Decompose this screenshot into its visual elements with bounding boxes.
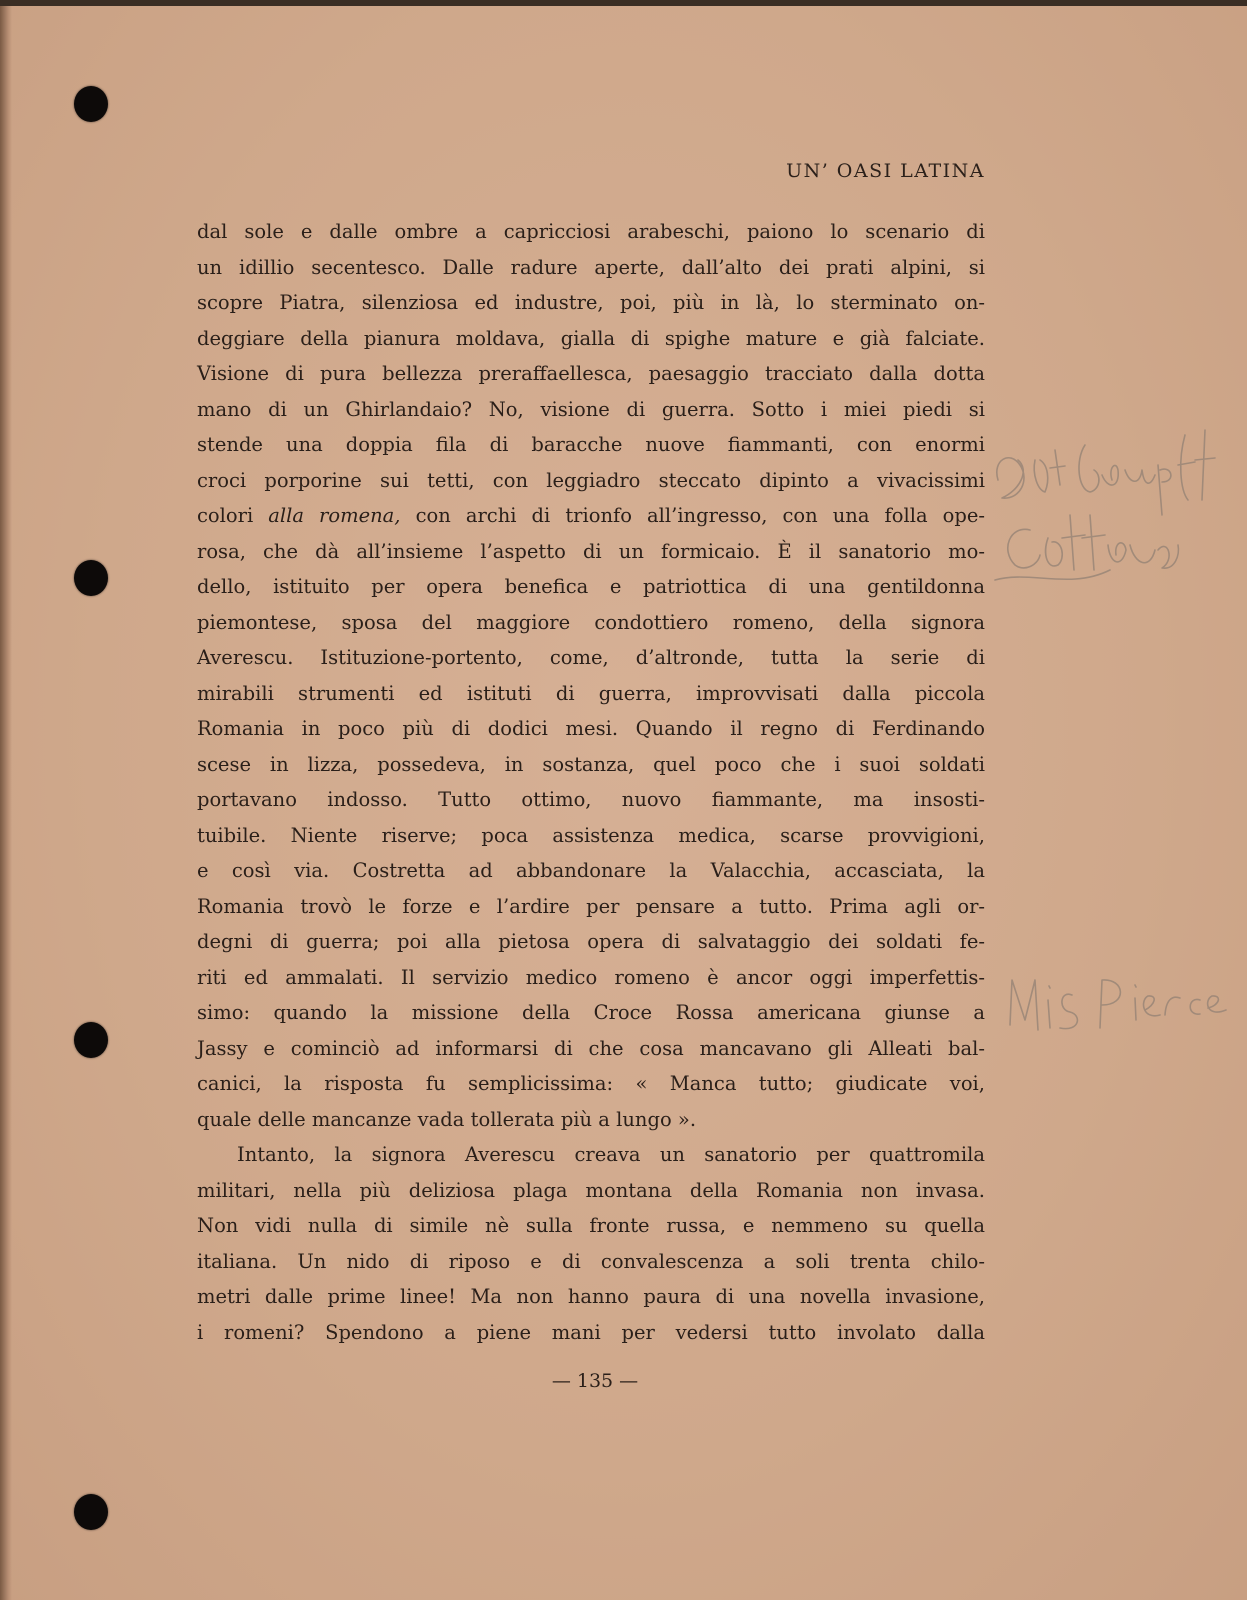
text-line: canici, la risposta fu semplicissima: « Manca tutto; giudicate voi, bbox=[197, 1072, 985, 1095]
page-number: — 135 — bbox=[551, 1370, 639, 1392]
text-run: con archi di trionfo all’ingresso, con una folla ope- bbox=[400, 504, 985, 527]
page-left-edge bbox=[0, 6, 12, 1600]
text-line: Averescu. Istituzione-portento, come, d’altronde, tutta la serie di bbox=[197, 646, 985, 669]
text-line: scese in lizza, possedeva, in sostanza, quel poco che i suoi soldati bbox=[197, 752, 985, 776]
text-line: rosa, che dà all’insieme l’aspetto di un formicaio. È il sanatorio mo- bbox=[197, 539, 985, 563]
paragraph-line: i romeni? Spendono a piene mani per vedersi tutto involato dalla bbox=[197, 1320, 985, 1344]
text-line: mirabili strumenti ed istituti di guerra, improvvisati dalla piccola bbox=[197, 681, 985, 705]
text-line: Romania in poco più di dodici mesi. Quando il regno di Ferdinando bbox=[197, 717, 985, 740]
text-line: Visione di pura bellezza preraffaellesca, paesaggio tracciato dalla dotta bbox=[197, 362, 985, 385]
text-line: simo: quando la missione della Croce Rossa americana giunse a bbox=[197, 1001, 985, 1024]
binder-hole bbox=[74, 1022, 108, 1058]
text-line: un idillio secentesco. Dalle radure aperte, dall’alto dei prati alpini, si bbox=[197, 255, 985, 279]
text-line: degni di guerra; poi alla pietosa opera di salvataggio dei soldati fe- bbox=[197, 930, 985, 953]
text-line: scopre Piatra, silenziosa ed industre, poi, più in là, lo sterminato on- bbox=[197, 291, 985, 314]
text-line: tuibile. Niente riserve; poca assistenza medica, scarse provvigioni, bbox=[197, 823, 985, 847]
text-line: dal sole e dalle ombre a capricciosi arabeschi, paiono lo scenario di bbox=[197, 220, 985, 243]
binder-hole bbox=[74, 1494, 108, 1530]
body-text bbox=[197, 214, 985, 1350]
binder-hole bbox=[74, 560, 108, 596]
paragraph-line: Intanto, la signora Averescu creava un sanatorio per quattromila bbox=[237, 1143, 985, 1166]
text-line-with-italic bbox=[197, 498, 985, 534]
margin-note-1 bbox=[997, 430, 1215, 515]
paragraph-line: italiana. Un nido di riposo e di convalescenza a soli trenta chilo- bbox=[197, 1249, 985, 1273]
italic-phrase: alla romena, bbox=[268, 504, 401, 527]
running-head: UN’ OASI LATINA bbox=[786, 160, 985, 182]
margin-note-2 bbox=[995, 515, 1178, 580]
text-line: riti ed ammalati. Il servizio medico romeno è ancor oggi imperfettis- bbox=[197, 965, 985, 989]
paragraph-line: metri dalle prime linee! Ma non hanno paura di una novella invasione, bbox=[197, 1285, 985, 1308]
text-line: quale delle mancanze vada tollerata più a lungo ». bbox=[197, 1107, 697, 1131]
paragraph-line: Non vidi nulla di simile nè sulla fronte russa, e nemmeno su quella bbox=[197, 1214, 985, 1237]
pencil-marginalia bbox=[990, 420, 1240, 1080]
text-line: Romania trovò le forze e l’ardire per pensare a tutto. Prima agli or- bbox=[197, 894, 985, 918]
text-line: stende una doppia fila di baracche nuove fiammanti, con enormi bbox=[197, 433, 985, 456]
paragraph-line: militari, nella più deliziosa plaga montana della Romania non invasa. bbox=[197, 1178, 985, 1202]
text-line: Jassy e cominciò ad informarsi di che cosa mancavano gli Alleati bal- bbox=[197, 1036, 985, 1060]
text-line: deggiare della pianura moldava, gialla di spighe mature e già falciate. bbox=[197, 326, 985, 350]
text-line: portavano indosso. Tutto ottimo, nuovo fiammante, ma insosti- bbox=[197, 788, 985, 811]
binder-hole bbox=[74, 86, 108, 122]
text-line: croci porporine sui tetti, con leggiadro steccato dipinto a vivacissimi bbox=[197, 468, 985, 492]
text-run: colori bbox=[197, 504, 269, 527]
margin-note-3 bbox=[1010, 980, 1226, 1030]
text-line: mano di un Ghirlandaio? No, visione di guerra. Sotto i miei piedi si bbox=[197, 397, 985, 421]
text-line: piemontese, sposa del maggiore condottiero romeno, della signora bbox=[197, 610, 985, 634]
text-line: e così via. Costretta ad abbandonare la Valacchia, accasciata, la bbox=[197, 859, 985, 882]
text-line: dello, istituito per opera benefica e patriottica di una gentildonna bbox=[197, 575, 985, 598]
